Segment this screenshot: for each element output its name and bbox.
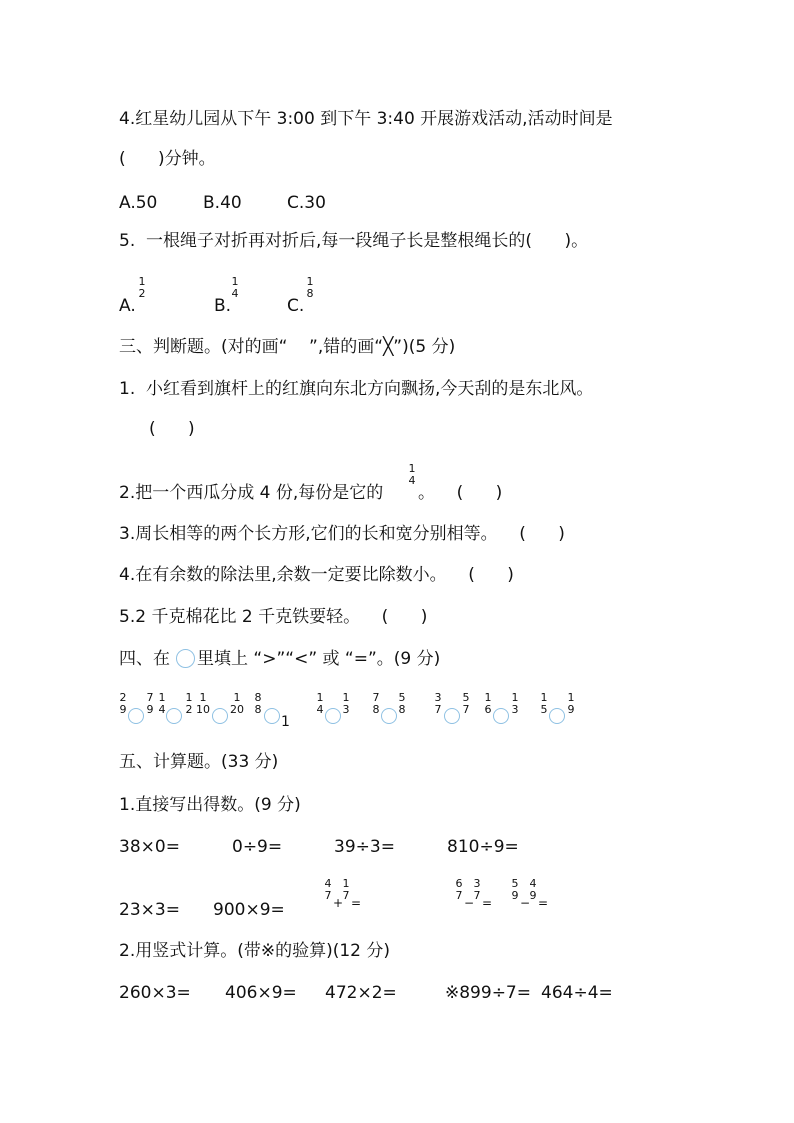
calc-39div3: 39÷3= <box>334 837 395 857</box>
s3-q3: 3.周长相等的两个长方形,它们的长和宽分别相等。 ( ) <box>119 524 565 544</box>
e3-fraction-1: 5 9 <box>511 877 519 902</box>
cmp-fraction: 5 7 <box>462 691 470 716</box>
q5-fraction-c: 1 8 <box>306 275 314 300</box>
e2-op: − <box>464 896 475 910</box>
e1-eq: = <box>351 896 362 910</box>
cmp-fraction: 1 5 <box>540 691 548 716</box>
cmp-fraction: 1 9 <box>567 691 575 716</box>
q5-fraction-b: 1 4 <box>231 275 239 300</box>
compare-circle-2[interactable] <box>166 708 182 724</box>
s3-q1: 1. 小红看到旗杆上的红旗向东北方向飘扬,今天刮的是东北风。 <box>119 379 594 399</box>
s3-q2-fraction: 1 4 <box>408 462 416 487</box>
section5-title: 五、计算题。(33 分) <box>119 752 279 772</box>
cmp-fraction: 8 8 <box>254 691 262 716</box>
q4-option-c: C.30 <box>287 193 326 213</box>
cmp-fraction: 5 8 <box>398 691 406 716</box>
compare-circle-6[interactable] <box>381 708 397 724</box>
calc-406x9: 406×9= <box>225 983 297 1003</box>
q5-text: 5. 一根绳子对折再对折后,每一段绳子长是整根绳长的( )。 <box>119 231 589 251</box>
s5-sub2: 2.用竖式计算。(带※的验算)(12 分) <box>119 941 391 961</box>
compare-circle-8[interactable] <box>493 708 509 724</box>
e2-eq: = <box>482 896 493 910</box>
cmp-fraction: 1 6 <box>484 691 492 716</box>
calc-810div9: 810÷9= <box>447 837 519 857</box>
e1-fraction-2: 1 7 <box>342 877 350 902</box>
calc-464div4: 464÷4= <box>541 983 613 1003</box>
calc-900x9: 900×9= <box>213 900 285 920</box>
q5-fraction-a: 1 2 <box>138 275 146 300</box>
cmp-fraction: 1 2 <box>185 691 193 716</box>
s3-q5: 5.2 千克棉花比 2 千克铁要轻。 ( ) <box>119 607 428 627</box>
e2-fraction-2: 3 7 <box>473 877 481 902</box>
q5-option-a: A. <box>119 296 136 316</box>
e2-fraction-1: 6 7 <box>455 877 463 902</box>
calc-472x2: 472×2= <box>325 983 397 1003</box>
compare-circle-5[interactable] <box>325 708 341 724</box>
e1-op: + <box>333 896 344 910</box>
s5-sub1: 1.直接写出得数。(9 分) <box>119 795 301 815</box>
q4-line1: 4.红星幼儿园从下午 3:00 到下午 3:40 开展游戏活动,活动时间是 <box>119 109 613 129</box>
answer-circle-sample <box>176 649 195 668</box>
q4-option-b: B.40 <box>203 193 242 213</box>
calc-38x0: 38×0= <box>119 837 180 857</box>
q4-line2: ( )分钟。 <box>119 149 216 169</box>
s3-q2-text <box>119 482 383 504</box>
calc-0div9: 0÷9= <box>232 837 283 857</box>
s3-q4: 4.在有余数的除法里,余数一定要比除数小。 ( ) <box>119 565 514 585</box>
section4-title-pre: 四、在 <box>119 649 170 669</box>
compare-circle-1[interactable] <box>128 708 144 724</box>
cmp-number-one: 1 <box>281 714 290 730</box>
cmp-fraction: 7 9 <box>146 691 154 716</box>
cmp-fraction: 3 7 <box>434 691 442 716</box>
cmp-fraction: 1 3 <box>511 691 519 716</box>
q5-option-b: B. <box>214 296 232 316</box>
cmp-fraction: 1 10 <box>196 691 210 716</box>
e1-fraction-1: 4 7 <box>324 877 332 902</box>
cmp-fraction: 2 9 <box>119 691 127 716</box>
cmp-fraction: 7 8 <box>372 691 380 716</box>
calc-899div7: ※899÷7= <box>445 983 531 1003</box>
section3-title: 三、判断题。(对的画“ ”,错的画“╳”)(5 分) <box>119 337 456 357</box>
s3-q1-paren: ( ) <box>149 419 195 439</box>
e3-eq: = <box>538 896 549 910</box>
cmp-fraction: 1 4 <box>158 691 166 716</box>
calc-260x3: 260×3= <box>119 983 191 1003</box>
q4-option-a: A.50 <box>119 193 158 213</box>
cmp-fraction: 1 4 <box>316 691 324 716</box>
e3-fraction-2: 4 9 <box>529 877 537 902</box>
calc-23x3: 23×3= <box>119 900 180 920</box>
cmp-fraction: 1 20 <box>230 691 244 716</box>
cmp-fraction: 1 3 <box>342 691 350 716</box>
compare-circle-3[interactable] <box>212 708 228 724</box>
q5-option-c: C. <box>287 296 305 316</box>
e3-op: − <box>520 896 531 910</box>
compare-circle-7[interactable] <box>444 708 460 724</box>
section4-title-post: 里填上 “>”“<” 或 “=”。(9 分) <box>197 649 441 669</box>
compare-circle-9[interactable] <box>549 708 565 724</box>
s3-q2-end: 。 ( ) <box>418 483 503 503</box>
compare-circle-4[interactable] <box>264 708 280 724</box>
s3-q2-label: 2.把一个西瓜分成 4 份,每份是它的 <box>119 483 384 503</box>
